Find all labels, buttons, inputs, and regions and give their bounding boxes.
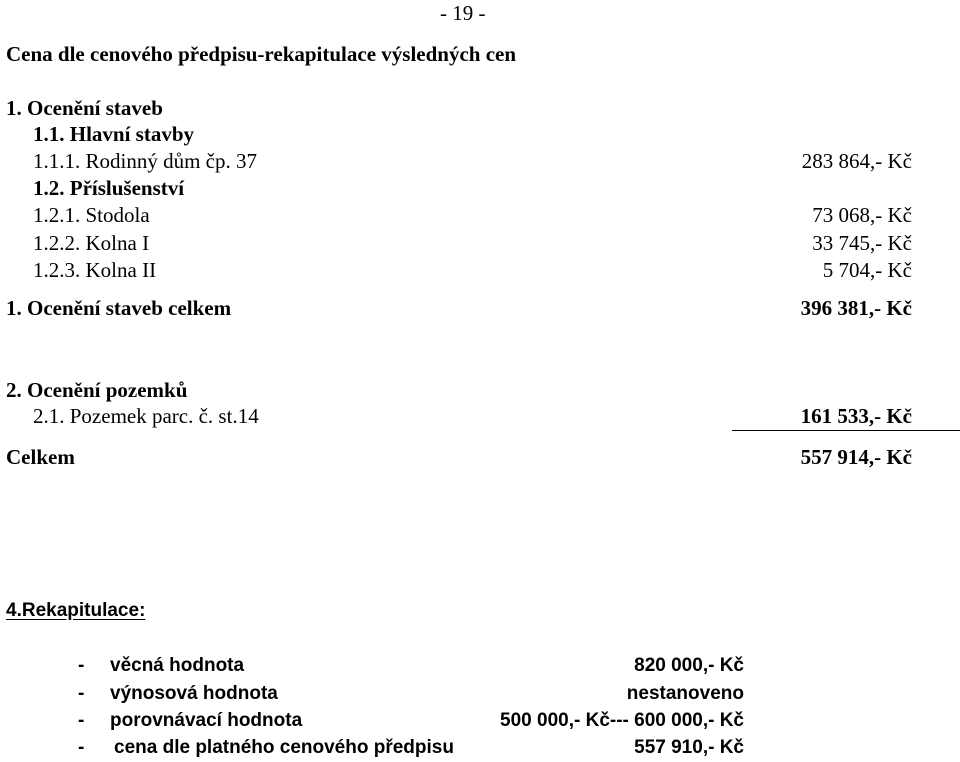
recap-item-value: 500 000,- Kč--- 600 000,- Kč (500, 710, 744, 731)
line-item-value: 161 533,- Kč (800, 404, 912, 428)
line-item-value: 33 745,- Kč (812, 231, 912, 255)
section-1-total-label: 1. Ocenění staveb celkem (6, 296, 232, 320)
recap-heading: 4.Rekapitulace: (6, 600, 146, 621)
line-item-value: 5 704,- Kč (822, 258, 912, 282)
sum-divider (732, 430, 960, 431)
page-number: - 19 - (440, 1, 486, 25)
recap-item-label: porovnávací hodnota (110, 710, 303, 731)
line-item-value: 73 068,- Kč (812, 203, 912, 227)
recap-item-value: 557 910,- Kč (634, 737, 744, 758)
grand-total-label: Celkem (6, 445, 75, 469)
section-1-total-value: 396 381,- Kč (800, 296, 912, 320)
line-item-label: 1.2.1. Stodola (33, 203, 150, 227)
recap-dash: - (78, 683, 85, 704)
line-item-label: 1.1.1. Rodinný dům čp. 37 (33, 149, 257, 173)
recap-item-label: cena dle platného cenového předpisu (114, 737, 454, 758)
main-buildings-heading: 1.1. Hlavní stavby (33, 122, 195, 146)
section-2-heading: 2. Ocenění pozemků (6, 378, 188, 402)
line-item-label: 1.2.2. Kolna I (33, 231, 150, 255)
line-item-label: 1.2.3. Kolna II (33, 258, 157, 282)
recap-item-value: 820 000,- Kč (634, 655, 744, 676)
line-item-value: 283 864,- Kč (801, 149, 912, 173)
recap-dash: - (78, 737, 85, 758)
accessories-heading: 1.2. Příslušenství (33, 176, 185, 200)
recap-item-label: výnosová hodnota (110, 683, 278, 704)
section-1-heading: 1. Ocenění staveb (6, 96, 163, 120)
recap-item-value: nestanoveno (626, 683, 744, 704)
recap-dash: - (78, 710, 85, 731)
grand-total-value: 557 914,- Kč (800, 445, 912, 469)
document-title: Cena dle cenového předpisu-rekapitulace výsledných cen (6, 42, 517, 66)
recap-item-label: věcná hodnota (110, 655, 245, 676)
line-item-label: 2.1. Pozemek parc. č. st.14 (33, 404, 259, 428)
recap-dash: - (78, 655, 85, 676)
